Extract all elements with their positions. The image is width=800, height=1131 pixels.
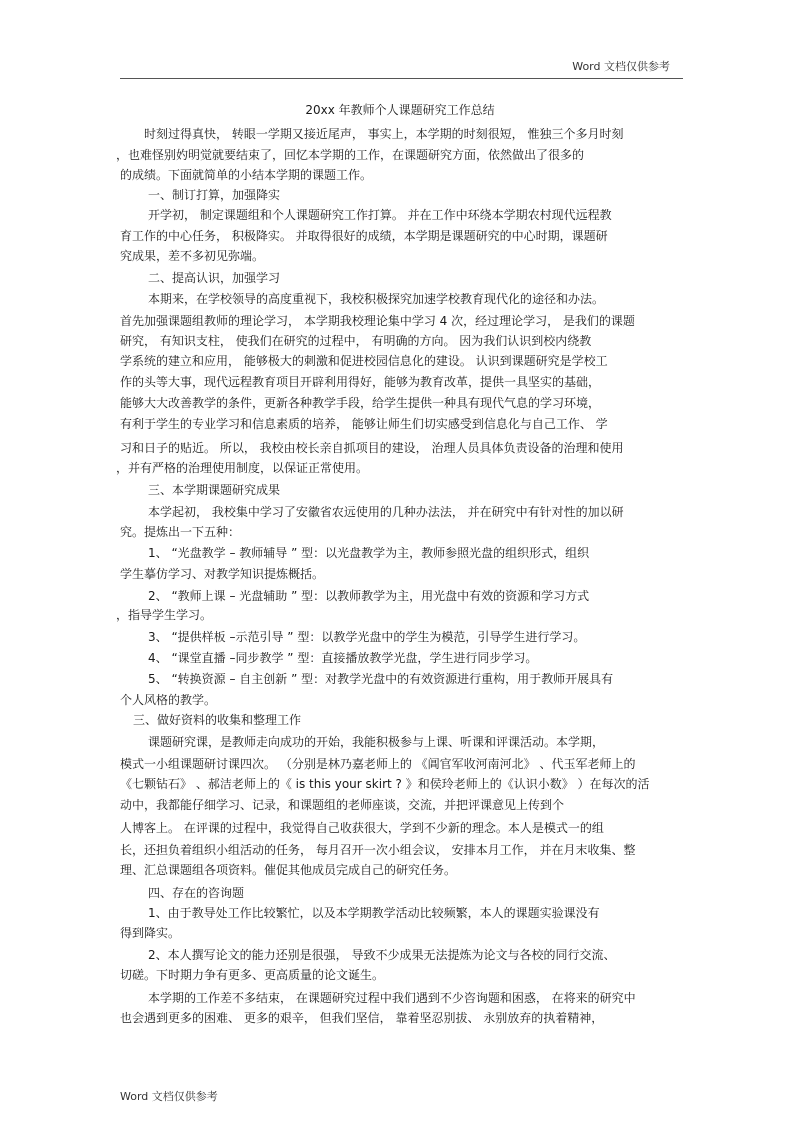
body-line: 的成绩。下面就简单的小结本学期的课题工作。 xyxy=(120,168,373,182)
body-line: 本学起初， 我校集中学习了安徽省农远使用的几种办法法， 并在研究中有针对性的加以研 xyxy=(148,505,624,519)
body-line: 得到降实。 xyxy=(120,926,181,940)
body-line: 1、由于教导处工作比较繁忙，以及本学期教学活动比较频繁，本人的课题实验课没有 xyxy=(148,906,600,920)
list-item: 5、 “转换资源 – 自主创新 ” 型：对教学光盘中的有效资源进行重构，用于教师开展具有 xyxy=(148,672,614,686)
body-line: 动中，我都能仔细学习、记录，和课题组的老师座谈，交流，并把评课意见上传到个 xyxy=(120,798,565,812)
body-line: 能够大大改善教学的条件，更新各种教学手段，给学生提供一种具有现代气息的学习环境， xyxy=(120,396,601,410)
body-line: 切磋。下时期力争有更多、更高质量的论文诞生。 xyxy=(120,968,385,982)
body-line: ，也难怪别妁明觉就要结束了，回忆本学期的工作，在课题研究方面，依然做出了很多的 xyxy=(116,148,585,162)
body-line: 首先加强课题组教师的理论学习， 本学期我校理论集中学习 4 次，经过理论学习， 是我们的课题 xyxy=(120,314,635,328)
body-line: 本学期的工作差不多结束， 在课题研究过程中我们遇到不少咨询题和困惑， 在将来的研究中 xyxy=(148,991,636,1005)
section-heading: 三、本学期课题研究成果 xyxy=(148,483,281,497)
body-line: 究。提炼出一下五种： xyxy=(120,525,241,539)
body-line: 学系统的建立和应用， 能够极大的刺激和促进校园信息化的建设。 认识到课题研究是学校工 xyxy=(120,354,608,368)
body-line: 研究， 有知识支柱， 使我们在研究的过程中， 有明确的方向。 因为我们认识到校内绕教 xyxy=(120,334,592,348)
header-rule xyxy=(120,78,683,79)
body-line: 学生摹仿学习、对教学知识提炼概括。 xyxy=(120,567,325,581)
body-line: 2、本人撰写论文的能力还别是很强， 导致不少成果无法提炼为论文与各校的同行交流、 xyxy=(148,948,616,962)
list-item: 1、 “光盘教学 – 教师辅导 ” 型：以光盘教学为主，教师参照光盘的组织形式，组织 xyxy=(148,546,590,560)
body-line: 模式一小组课题研讨课四次。 （分别是林乃嘉老师上的 《阊官军收河南河北》 、代玉军老师上的 xyxy=(120,757,636,771)
body-line: 个人风格的教学。 xyxy=(120,693,217,707)
body-line: 有利于学生的专业学习和信息素质的培养， 能够让师生们切实感受到信息化与自己工作、 学 xyxy=(120,417,608,431)
body-line: 本期来，在学校领导的高度重视下，我校积极探究加速学校教育现代化的途径和办法。 xyxy=(148,292,605,306)
body-line: 人博客上。 在评课的过程中，我觉得自己收获很大，学到不少新的理念。本人是模式一的组 xyxy=(120,821,604,835)
body-line: 育工作的中心任务， 积极降实。 并取得很好的成绩，本学期是课题研究的中心时期，课题研 xyxy=(120,229,608,243)
section-heading: 三、做好资料的收集和整理工作 xyxy=(133,713,302,727)
body-line: ，指导学生学习。 xyxy=(116,608,213,622)
section-heading: 一、制订打算，加强降实 xyxy=(148,188,281,202)
list-item: 4、 “课堂直播 –同步教学 ” 型：直接播放教学光盘，学生进行同步学习。 xyxy=(148,651,538,665)
body-line: ，并有严格的治理使用制度，以保证正常使用。 xyxy=(116,461,369,475)
body-line: 时刻过得真快， 转眼一学期又接近尾声， 事实上，本学期的时刻很短， 惟独三个多月时刻 xyxy=(144,127,624,141)
header-note: Word 文档仅供参考 xyxy=(572,60,670,73)
body-line: 也会遇到更多的困难、 更多的艰辛， 但我们坚信， 靠着坚忍别拔、 永别放弃的执着精神， xyxy=(120,1011,604,1025)
footer-note: Word 文档仅供参考 xyxy=(120,1090,218,1103)
section-heading: 二、提高认识，加强学习 xyxy=(148,271,281,285)
body-line: 《七颗钻石》 、郝洁老师上的《 is this your skirt ? 》和侯玲老师上的《认识小数》 ）在每次的活 xyxy=(120,777,650,791)
body-line: 习和日子的贴近。 所以， 我校由校长亲自抓项目的建设， 治理人员具体负责设备的治理和使用 xyxy=(120,441,624,455)
document-title: 20xx 年教师个人课题研究工作总结 xyxy=(305,103,495,117)
body-line: 理、汇总课题组各项资料。催促其他成员完成自己的研究任务。 xyxy=(120,863,457,877)
body-line: 课题研究课，是教师走向成功的开始，我能积极参与上课、听课和评课活动。本学期， xyxy=(148,735,605,749)
body-line: 究成果，差不多初见弥端。 xyxy=(120,249,265,263)
body-line: 作的头等大事，现代远程教育项目开辟利用得好，能够为教育改革，提供一具坚实的基础， xyxy=(120,375,601,389)
section-heading: 四、存在的咨询题 xyxy=(148,886,245,900)
list-item: 2、 “教师上课 – 光盘辅助 ” 型：以教师教学为主，用光盘中有效的资源和学习方式 xyxy=(148,589,590,603)
body-line: 开学初， 制定课题组和个人课题研究工作打算。 并在工作中环绕本学期农村现代远程教 xyxy=(148,208,612,222)
body-line: 长，还担负着组织小组活动的任务， 每月召开一次小组会议， 安排本月工作， 并在月末收集、整 xyxy=(120,843,636,857)
list-item: 3、 “提供样板 –示范引导 ” 型：以教学光盘中的学生为模范，引导学生进行学习。 xyxy=(148,630,586,644)
